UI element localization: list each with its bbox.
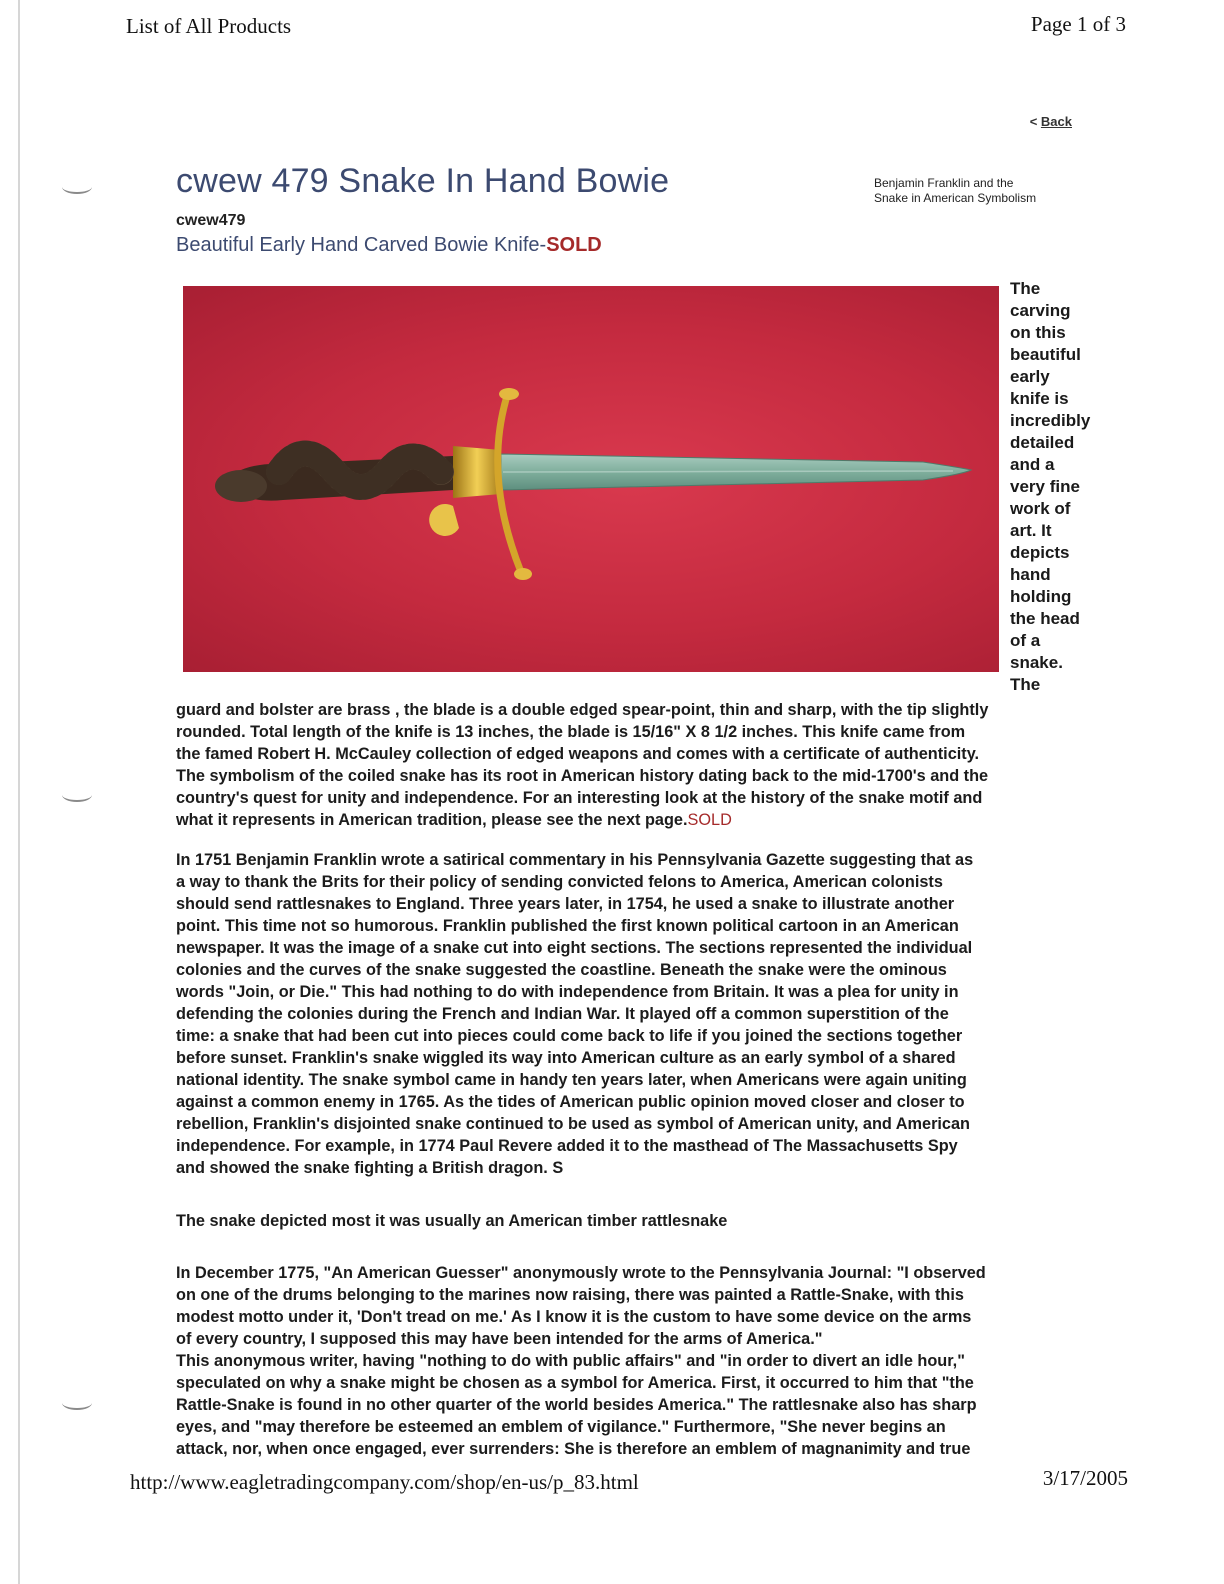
- wrapped-text-line: of a: [1010, 631, 1041, 650]
- wrapped-text-line: The: [1010, 279, 1041, 298]
- guard-finial: [499, 388, 519, 400]
- text-line: guard and bolster are brass , the blade is a double edged spear-point, thin and sharp, with the tip slightly: [176, 701, 989, 719]
- text-line: In 1751 Benjamin Franklin wrote a satirical commentary in his Pennsylvania Gazette suggesting that as: [176, 851, 974, 869]
- text-line: should send rattlesnakes to England. Three years later, in 1754, he used a snake to illustrate another: [176, 895, 955, 913]
- text-line: rounded. Total length of the knife is 13 inches, the blade is 15/16" X 8 1/2 inches. This knife came from: [176, 723, 966, 741]
- text-line: against a common enemy in 1765. As the tides of American public opinion moved closer and closer to: [176, 1093, 965, 1111]
- wrapped-text-line: The: [1010, 675, 1041, 694]
- text-line: rebellion, Franklin's disjointed snake continued to be used as symbol of American unity, and American: [176, 1115, 970, 1133]
- punch-hole-mark: [62, 788, 92, 802]
- brass-ring: [429, 504, 459, 536]
- product-image: [183, 286, 999, 672]
- print-footer-date: 3/17/2005: [1042, 1466, 1128, 1490]
- bowie-knife-illustration: [183, 286, 999, 672]
- brass-bolster: [453, 446, 501, 498]
- text-line: on one of the drums belonging to the marines now raising, there was painted a Rattle-Snake, with this: [176, 1286, 964, 1304]
- text-line: and showed the snake fighting a British dragon. S: [176, 1159, 564, 1177]
- text-line: This anonymous writer, having "nothing to do with public affairs" and "in order to divert an idle hour,": [176, 1352, 965, 1370]
- scan-edge: [18, 0, 20, 1584]
- related-link-line: Snake in American Symbolism: [874, 191, 1037, 205]
- related-article-link[interactable]: [874, 176, 1079, 206]
- text-line: defending the colonies during the French and Indian War. It played off a common superstition of the: [176, 1005, 949, 1023]
- text-line: the famed Robert H. McCauley collection of edged weapons and comes with a certificate of authenticity.: [176, 745, 980, 763]
- text-line: attack, nor, when once engaged, ever surrenders: She is therefore an emblem of magnanimity and true: [176, 1440, 971, 1458]
- text-line: modest motto under it, 'Don't tread on me.' As I know it is the custom to have some device on the arms: [176, 1308, 972, 1326]
- text-line: independence. For example, in 1774 Paul Revere added it to the masthead of The Massachusetts Spy: [176, 1137, 958, 1155]
- wrapped-text-line: hand: [1010, 565, 1051, 584]
- wrapped-text-line: art. It: [1010, 521, 1052, 540]
- related-link-line: Benjamin Franklin and the: [874, 176, 1014, 190]
- wrapped-text-line: snake.: [1010, 653, 1063, 672]
- history-paragraph: [176, 849, 1080, 1179]
- text-line: country's quest for unity and independence. For an interesting look at the history of the snake motif and: [176, 789, 983, 807]
- american-guesser-paragraph: [176, 1262, 1080, 1460]
- wrapped-text-line: carving: [1010, 301, 1071, 320]
- wrapped-text-line: the head: [1010, 609, 1080, 628]
- product-subtitle: [176, 234, 602, 257]
- snake-head: [215, 470, 267, 502]
- wrapped-text-line: early: [1010, 367, 1050, 386]
- print-header-title: List of All Products: [126, 14, 292, 38]
- text-line: national identity. The snake symbol came in handy ten years later, when Americans were again uniting: [176, 1071, 967, 1089]
- punch-hole-mark: [62, 1396, 92, 1410]
- text-line: of every country, I supposed this may have been intended for the arms of America.": [176, 1330, 823, 1348]
- wrapped-text-line: work of: [1010, 499, 1071, 518]
- print-header-page: Page 1 of 3: [1030, 12, 1126, 36]
- wrapped-text-line: depicts: [1010, 543, 1070, 562]
- print-footer-url: http://www.eagletradingcompany.com/shop/en-us/p_83.html: [130, 1470, 639, 1494]
- blade-ridge: [503, 471, 953, 472]
- text-line: In December 1775, "An American Guesser" anonymously wrote to the Pennsylvania Journal: "I observed: [176, 1264, 986, 1282]
- text-line: eyes, and "may therefore be esteemed an emblem of vigilance." Furthermore, "She never begins an: [176, 1418, 946, 1436]
- text-line-content: what it represents in American tradition, please see the next page.: [176, 811, 688, 829]
- text-line: newspaper. It was the image of a snake cut into eight sections. The sections represented the individual: [176, 939, 973, 957]
- back-arrow-icon: <: [1029, 114, 1038, 129]
- text-line: point. This time not so humorous. Franklin published the first known political cartoon in an American: [176, 917, 959, 935]
- wrapped-text-line: holding: [1010, 587, 1072, 606]
- wrapped-text-line: on this: [1010, 323, 1066, 342]
- wrapped-text-line: detailed: [1010, 433, 1075, 452]
- guard-finial: [514, 568, 532, 580]
- text-line: The symbolism of the coiled snake has its root in American history dating back to the mid-1700's and the: [176, 767, 989, 785]
- wrapped-text-line: very fine: [1010, 477, 1080, 496]
- sold-badge: SOLD: [546, 234, 602, 256]
- wrapped-text-line: beautiful: [1010, 345, 1081, 364]
- wrapped-description: [1010, 278, 1091, 696]
- text-line: a way to thank the Brits for their policy of sending convicted felons to America, American colonists: [176, 873, 943, 891]
- text-line: [176, 809, 1080, 831]
- text-line: speculated on why a snake might be chosen as a symbol for America. First, it occurred to him that "the: [176, 1374, 974, 1392]
- sold-label: SOLD: [687, 811, 732, 829]
- back-link-label: Back: [1040, 114, 1072, 129]
- punch-hole-mark: [62, 180, 92, 194]
- product-sku: cwew479: [176, 212, 246, 229]
- text-line: before sunset. Franklin's snake wiggled its way into American culture as an early symbol of a shared: [176, 1049, 956, 1067]
- text-line: colonies and the curves of the snake suggested the coastline. Beneath the snake were the ominous: [176, 961, 947, 979]
- back-link[interactable]: [1030, 114, 1072, 129]
- wrapped-text-line: incredibly: [1010, 411, 1091, 430]
- description-paragraph: [176, 699, 1080, 831]
- wrapped-text-line: and a: [1010, 455, 1055, 474]
- text-line: time: a snake that had been cut into pieces could come back to life if you joined the sections together: [176, 1027, 963, 1045]
- text-line: Rattle-Snake is found in no other quarter of the world besides America." The rattlesnake also has sharp: [176, 1396, 977, 1414]
- timber-rattlesnake-note: The snake depicted most it was usually an American timber rattlesnake: [176, 1212, 728, 1230]
- product-title: cwew 479 Snake In Hand Bowie: [176, 162, 670, 200]
- text-line: words "Join, or Die." This had nothing to do with independence from Britain. It was a plea for unity in: [176, 983, 959, 1001]
- product-subtitle-text: Beautiful Early Hand Carved Bowie Knife-: [176, 234, 547, 256]
- wrapped-text-line: knife is: [1010, 389, 1069, 408]
